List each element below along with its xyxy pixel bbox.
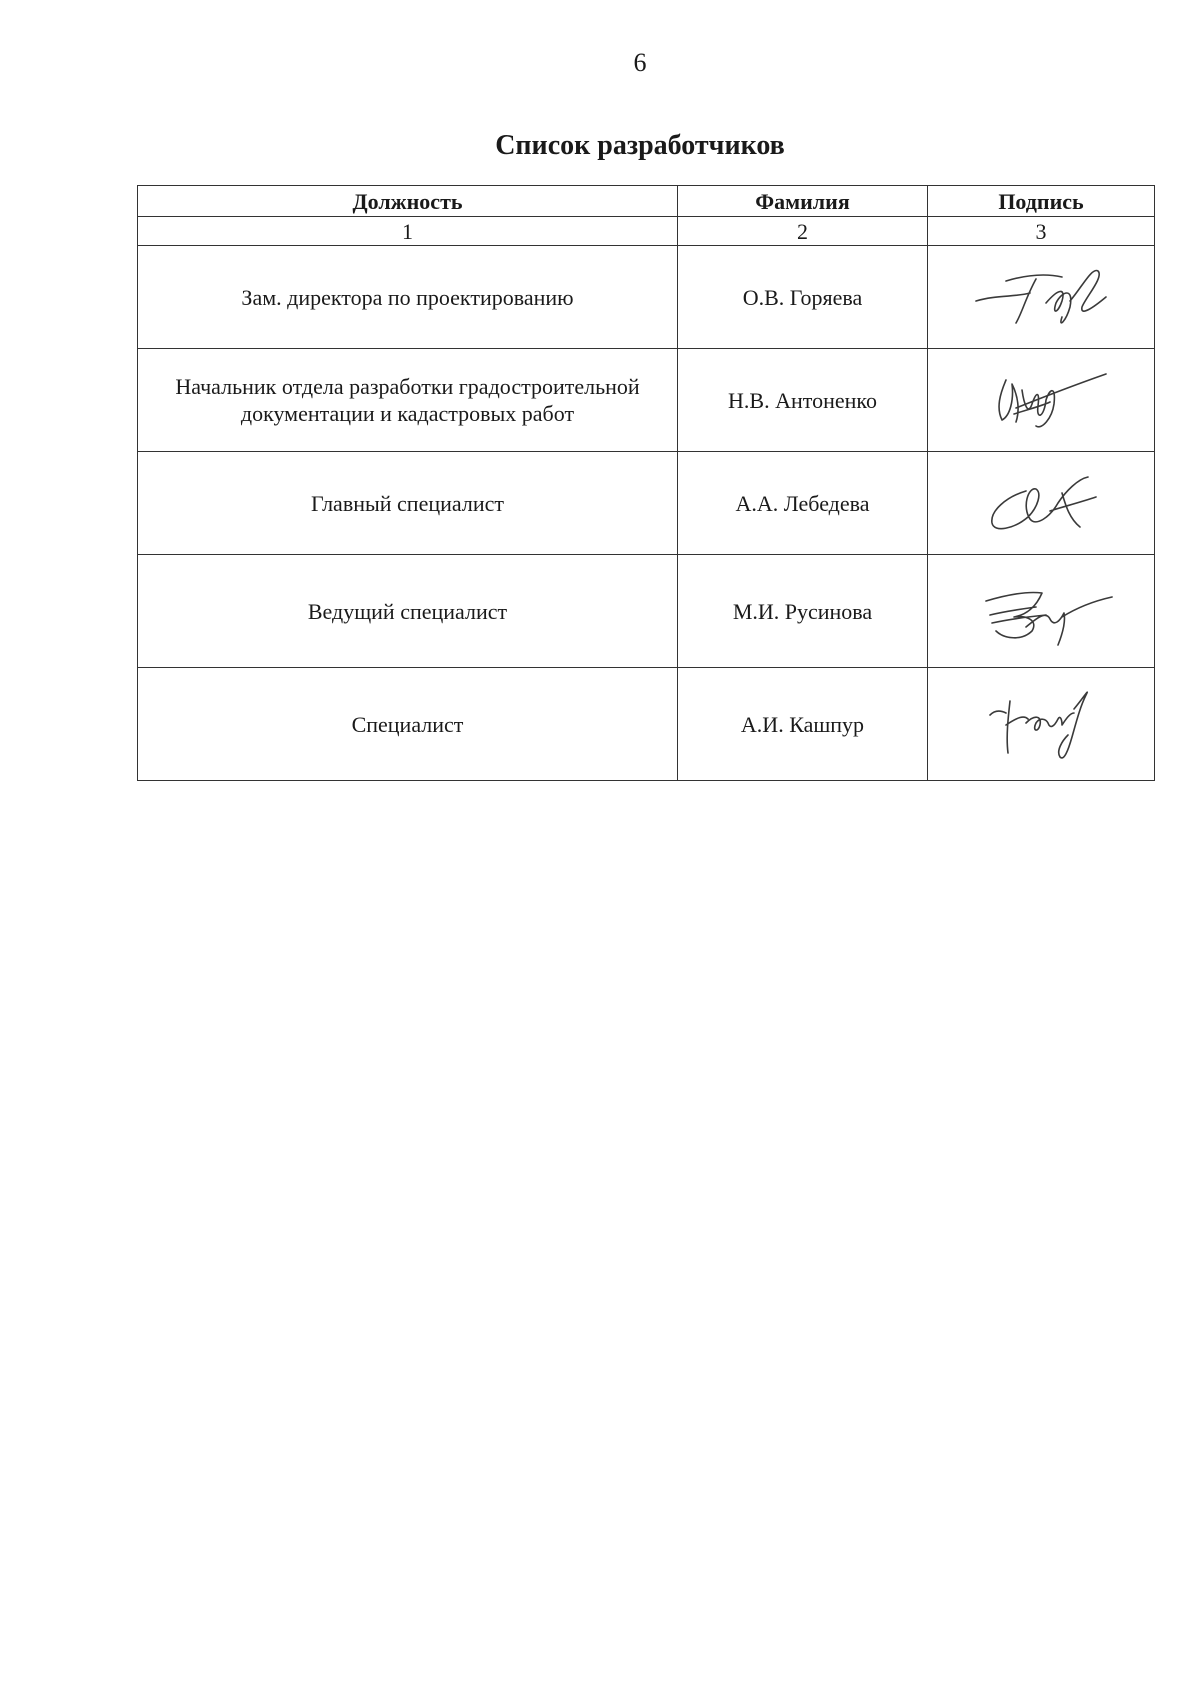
column-number: 1 (138, 217, 678, 246)
surname-cell: А.А. Лебедева (678, 452, 928, 555)
handwritten-signature (966, 360, 1116, 440)
table-row (138, 246, 1155, 349)
surname-cell: О.В. Горяева (678, 246, 928, 349)
table-row (138, 555, 1155, 668)
signature-cell (928, 349, 1155, 452)
handwritten-signature (966, 257, 1116, 337)
signature-cell (928, 555, 1155, 668)
header-signature: Подпись (928, 186, 1155, 217)
header-position: Должность (138, 186, 678, 217)
developers-table (137, 185, 1155, 781)
column-number: 2 (678, 217, 928, 246)
page-number: 6 (633, 48, 647, 77)
handwritten-signature (966, 679, 1116, 769)
surname-cell: Н.В. Антоненко (678, 349, 928, 452)
signature-cell (928, 246, 1155, 349)
table-row (138, 349, 1155, 452)
column-number-row (138, 217, 1155, 246)
table-row (138, 452, 1155, 555)
position-cell: Специалист (138, 668, 678, 781)
handwritten-signature (966, 571, 1116, 651)
table-row (138, 668, 1155, 781)
surname-cell: М.И. Русинова (678, 555, 928, 668)
header-surname: Фамилия (678, 186, 928, 217)
position-cell: Зам. директора по проектированию (138, 246, 678, 349)
surname-cell: А.И. Кашпур (678, 668, 928, 781)
position-cell: Начальник отдела разработки градостроительной документации и кадастровых работ (138, 349, 678, 452)
position-cell: Ведущий специалист (138, 555, 678, 668)
handwritten-signature (966, 463, 1116, 543)
position-cell: Главный специалист (138, 452, 678, 555)
table-header-row (138, 186, 1155, 217)
page-title: Список разработчиков (495, 130, 785, 161)
signature-cell (928, 668, 1155, 781)
signature-cell (928, 452, 1155, 555)
column-number: 3 (928, 217, 1155, 246)
